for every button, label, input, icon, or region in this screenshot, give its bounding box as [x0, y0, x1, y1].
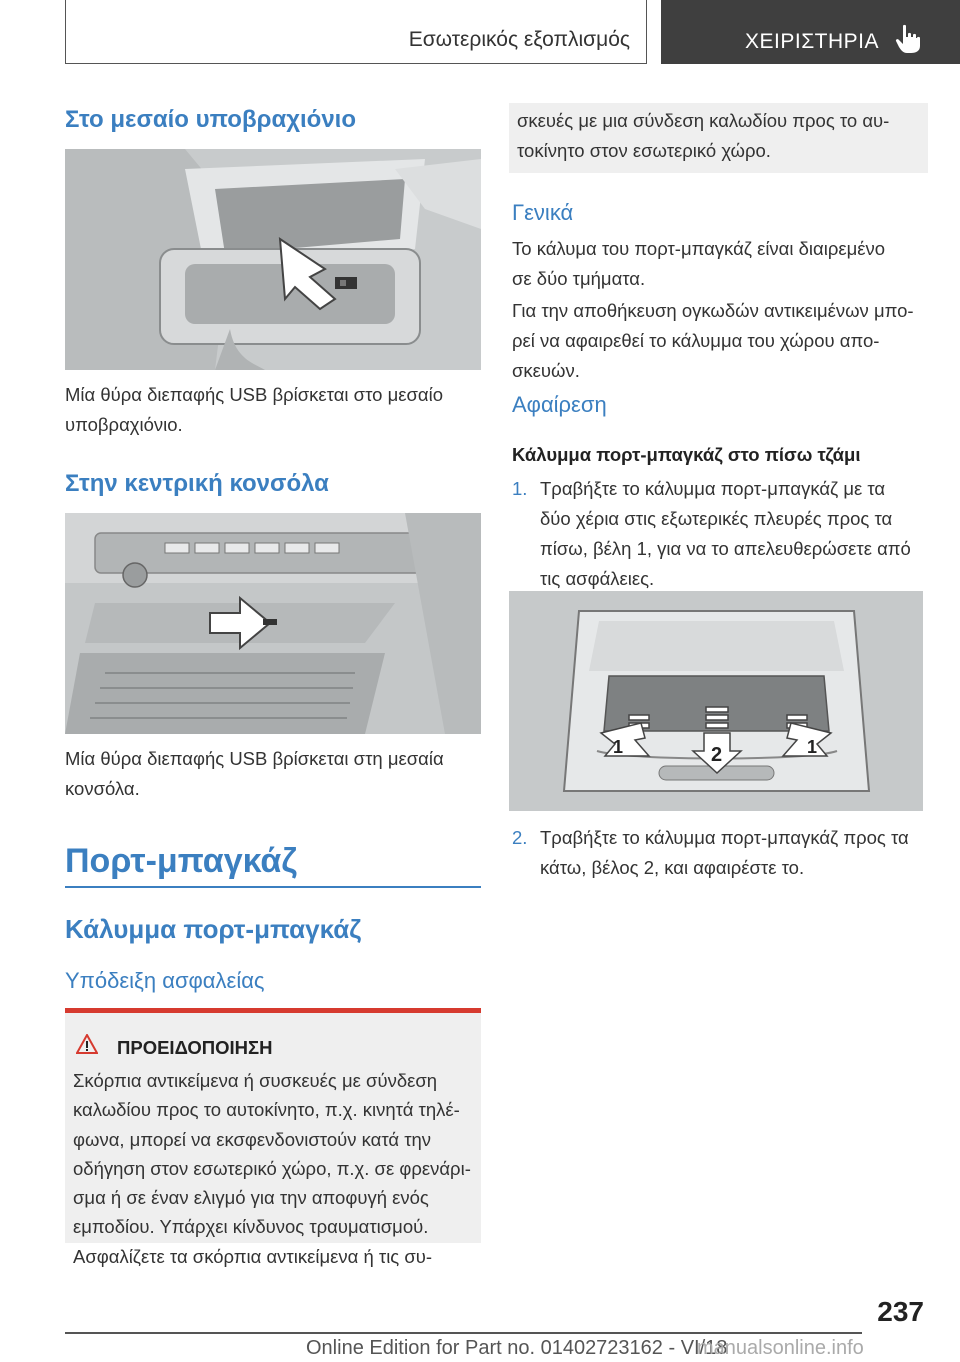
- text-line: ρεί να αφαιρεθεί το κάλυμμα του χώρου απο-: [512, 330, 880, 351]
- heading-general: Γενικά: [512, 200, 574, 225]
- caption-line: κονσόλα.: [65, 778, 140, 799]
- heading-rule: [65, 886, 481, 888]
- arrow-label-right: 1: [807, 737, 818, 757]
- heading-cover: Κάλυμμα πορτ-μπαγκάζ: [65, 914, 362, 944]
- caption-line: Μία θύρα διεπαφής USB βρίσκεται στο μεσαίο: [65, 384, 443, 405]
- arrow-label-center: 2: [711, 744, 723, 766]
- text-line: πίσω, βέλη 1, για να το απελευθερώσετε από: [540, 538, 911, 559]
- warning-line: σκευές με μια σύνδεση καλωδίου προς το αυ-: [517, 110, 890, 131]
- figure-console-usb: [65, 513, 481, 734]
- warning-line: φωνα, μπορεί να εκσφενδονιστούν κατά την: [73, 1128, 432, 1150]
- step-1-text: [540, 474, 911, 594]
- figure-armrest-usb: [65, 149, 481, 370]
- header-chapter-tab[interactable]: [661, 0, 960, 64]
- text-line: δύο χέρια στις εξωτερικές πλευρές προς τα: [540, 508, 893, 529]
- step-number: 2.: [512, 827, 528, 848]
- text-line: Τραβήξτε το κάλυμμα πορτ-μπαγκάζ προς τα: [540, 827, 909, 848]
- text-line: τις ασφάλειες.: [540, 568, 655, 589]
- text-line: σκευών.: [512, 360, 580, 381]
- warning-line: εμποδίου. Υπάρχει κίνδυνος τραυματισμού.: [73, 1216, 429, 1238]
- text-line: Το κάλυμα του πορτ-μπαγκάζ είναι διαιρεμένο: [512, 238, 886, 259]
- warning-text-continued: [517, 106, 889, 166]
- general-paragraph-2: [512, 296, 914, 386]
- header-section-box: [65, 0, 647, 64]
- warning-title: ΠΡΟΕΙΔΟΠΟΙΗΣΗ: [117, 1037, 273, 1058]
- heading-safety: Υπόδειξη ασφαλείας: [65, 968, 265, 993]
- heading-center-console: Στην κεντρική κονσόλα: [65, 470, 329, 497]
- heading-glovebox: Πορτ-μπαγκάζ: [65, 842, 297, 880]
- arrow-label-left: 1: [613, 737, 624, 757]
- caption-console: [65, 744, 444, 804]
- general-paragraph-1: [512, 234, 885, 294]
- header-chapter-label: ΧΕΙΡΙΣΤΗΡΙΑ: [745, 30, 880, 53]
- warning-line: οδήγηση στον εσωτερικό χώρο, π.χ. σε φρενάρι-: [73, 1157, 471, 1179]
- text-line: Τραβήξτε το κάλυμμα πορτ-μπαγκάζ με τα: [540, 478, 886, 499]
- warning-line: καλωδίου προς το αυτοκίνητο, π.χ. κινητά τηλέ-: [73, 1099, 460, 1121]
- watermark: manualsonline.info: [697, 1337, 864, 1359]
- warning-line: Σκόρπια αντικείμενα ή συσκευές με σύνδεση: [73, 1070, 438, 1091]
- warning-line: σμα ή σε έναν ελιγμό για την αποφυγή ενός: [73, 1187, 429, 1209]
- heading-removal: Αφαίρεση: [512, 392, 607, 417]
- footer-rule: [65, 1332, 862, 1334]
- text-line: σε δύο τμήματα.: [512, 268, 646, 289]
- header-section-title: Εσωτερικός εξοπλισμός: [408, 28, 630, 51]
- heading-rear-cover: Κάλυμμα πορτ-μπαγκάζ στο πίσω τζάμι: [512, 444, 861, 465]
- caption-line: Μία θύρα διεπαφής USB βρίσκεται στη μεσαία: [65, 748, 444, 769]
- warning-text: [73, 1066, 471, 1271]
- caption-line: υποβραχιόνιο.: [65, 414, 183, 435]
- warning-line: τοκίνητο στον εσωτερικό χώρο.: [517, 140, 771, 161]
- hand-pointer-icon: [894, 24, 922, 54]
- step-2-text: [540, 823, 909, 883]
- figure-trunk-cover: [509, 591, 923, 811]
- page-number: 237: [877, 1296, 924, 1327]
- footer-edition: Online Edition for Part no. 01402723162 - VI/18: [306, 1337, 728, 1359]
- heading-center-armrest: Στο μεσαίο υποβραχιόνιο: [65, 106, 357, 133]
- caption-armrest: [65, 380, 443, 440]
- step-number: 1.: [512, 478, 528, 499]
- warning-line: Ασφαλίζετε τα σκόρπια αντικείμενα ή τις συ-: [73, 1245, 433, 1267]
- warning-triangle-icon: [76, 1034, 98, 1054]
- text-line: Για την αποθήκευση ογκωδών αντικειμένων μπο-: [512, 300, 914, 321]
- text-line: κάτω, βέλος 2, και αφαιρέστε το.: [540, 857, 805, 878]
